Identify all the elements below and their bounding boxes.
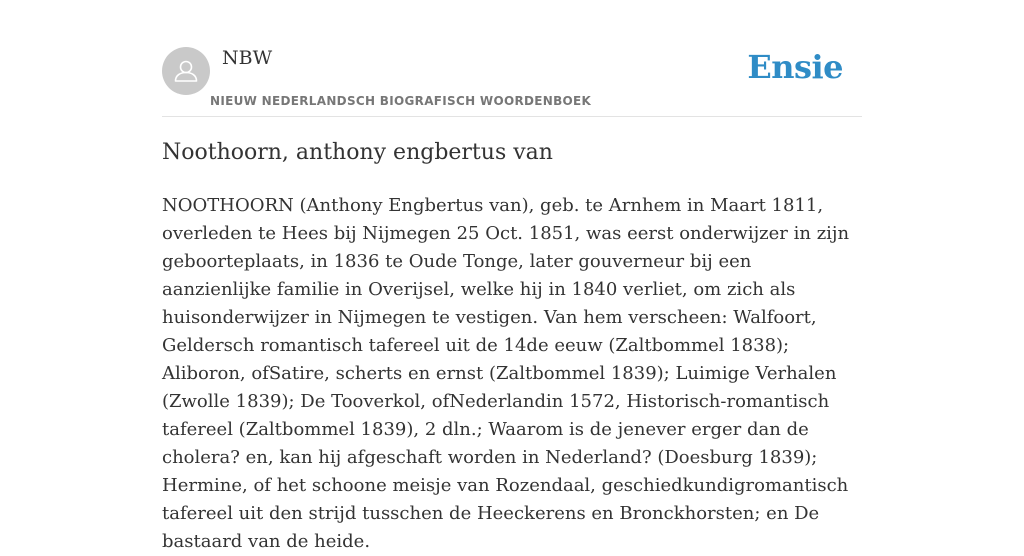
source-full-name: NIEUW NEDERLANDSCH BIOGRAFISCH WOORDENBOEK xyxy=(210,94,592,108)
article-header xyxy=(162,0,862,117)
article-title: Noothoorn, anthony engbertus van xyxy=(162,140,553,165)
user-icon xyxy=(162,47,210,95)
article-body: NOOTHOORN (Anthony Engbertus van), geb. te Arnhem in Maart 1811, overleden te Hees bij Nijmegen 25 Oct. 1851, was eerst onderwijzer in zijn geboorteplaats, in 1836 te Oude Tonge, later gouverneur bij een aanzienlijke familie in Overijsel, welke hij in 1840 verliet, om zich als huisonderwijzer in Nijmegen te vestigen. Van hem verscheen: Walfoort, Geldersch romantisch tafereel uit de 14de eeuw (Zaltbommel 1838); Aliboron, ofSatire, scherts en ernst (Zaltbommel 1839); Luimige Verhalen (Zwolle 1839); De Tooverkol, ofNederlandin 1572, Historisch-romantisch tafereel (Zaltbommel 1839), 2 dln.; Waarom is de jenever erger dan de cholera? en, kan hij afgeschaft worden in Nederland? (Doesburg 1839); Hermine, of het schoone meisje van Rozendaal, geschiedkundigromantisch tafereel uit den strijd tusschen de Heeckerens en Bronckhorsten; en De bastaard van de heide. xyxy=(162,195,850,552)
article-card xyxy=(162,0,862,552)
source-name-link[interactable]: NBW xyxy=(222,47,273,69)
source-avatar[interactable] xyxy=(162,47,210,95)
ensie-logo[interactable]: Ensie xyxy=(747,48,843,86)
